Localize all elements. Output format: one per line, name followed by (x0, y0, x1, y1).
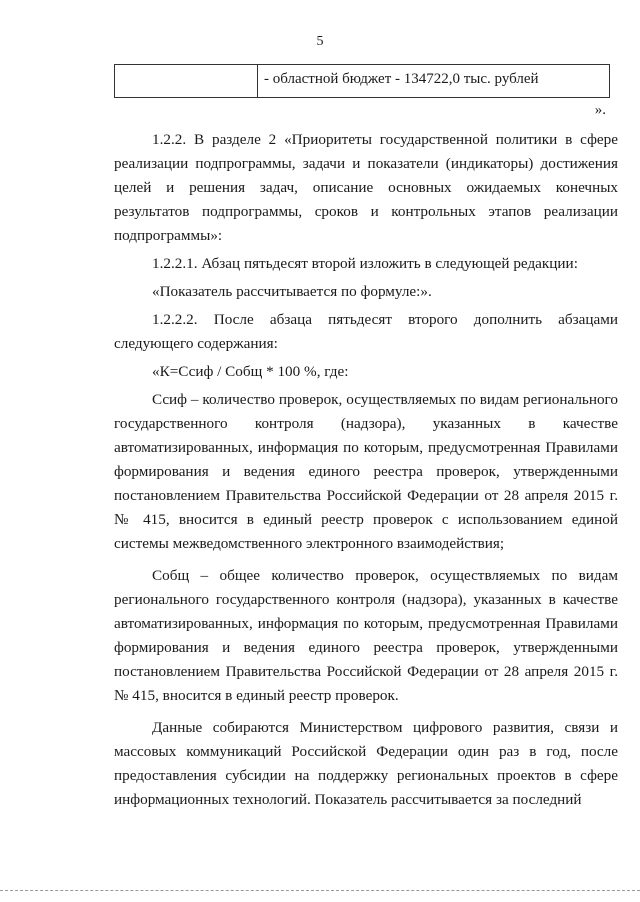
closing-quote: ». (594, 102, 606, 118)
budget-table-left-cell (115, 65, 258, 97)
paragraph-1-2-2-2: 1.2.2.2. После абзаца пятьдесят второго дополнить абзацами следующего содержания: (114, 311, 618, 352)
paragraph-1-2-2-1: 1.2.2.1. Абзац пятьдесят второй изложить в следующей редакции: (152, 255, 578, 272)
page-bottom-edge (0, 890, 640, 892)
paragraph-formula: «К=Ссиф / Собщ * 100 %, где: (152, 363, 349, 380)
budget-table (114, 64, 610, 98)
paragraph-1-2-2: 1.2.2. В разделе 2 «Приоритеты государственной политики в сфере реализации подпрограммы, задачи и показатели (индикаторы) достижения целей и решения задач, описание основных ожидаемых конечных результатов подпрограммы, сроков и контрольных этапов реализации подпрограммы»: (114, 131, 618, 244)
budget-table-right-cell: - областной бюджет - 134722,0 тыс. рублей (264, 71, 539, 87)
paragraph-formula-intro: «Показатель рассчитывается по формуле:». (152, 283, 432, 300)
paragraph-sobsch-definition: Собщ – общее количество проверок, осуществляемых по видам регионального государственного контроля (надзора), указанных в качестве автоматизированных, информация по которым, предусмотренная Правилами формирования и ведения единого реестра проверок, утвержденными постановлением Правительства Российской Федерации от 28 апреля 2015 г. № 415, вносится в единый реестр проверок. (114, 567, 618, 704)
paragraph-ssif-definition: Ссиф – количество проверок, осуществляемых по видам регионального государственного контроля (надзора), указанных в качестве автоматизированных, информация по которым, предусмотренная Правилами формирования и ведения единого реестра проверок, утвержденными постановлением Правительства Российской Федерации от 28 апреля 2015 г. № 415, вносится в единый реестр проверок с использованием единой системы межведомственного электронного взаимодействия; (114, 391, 618, 552)
page-number: 5 (316, 34, 324, 49)
document-body (114, 124, 618, 812)
paragraph-data-collection: Данные собираются Министерством цифрового развития, связи и массовых коммуникаций Российской Федерации один раз в год, после предоставления субсидии на поддержку региональных проектов в сфере информационных технологий. Показатель рассчитывается за последний (114, 719, 618, 808)
